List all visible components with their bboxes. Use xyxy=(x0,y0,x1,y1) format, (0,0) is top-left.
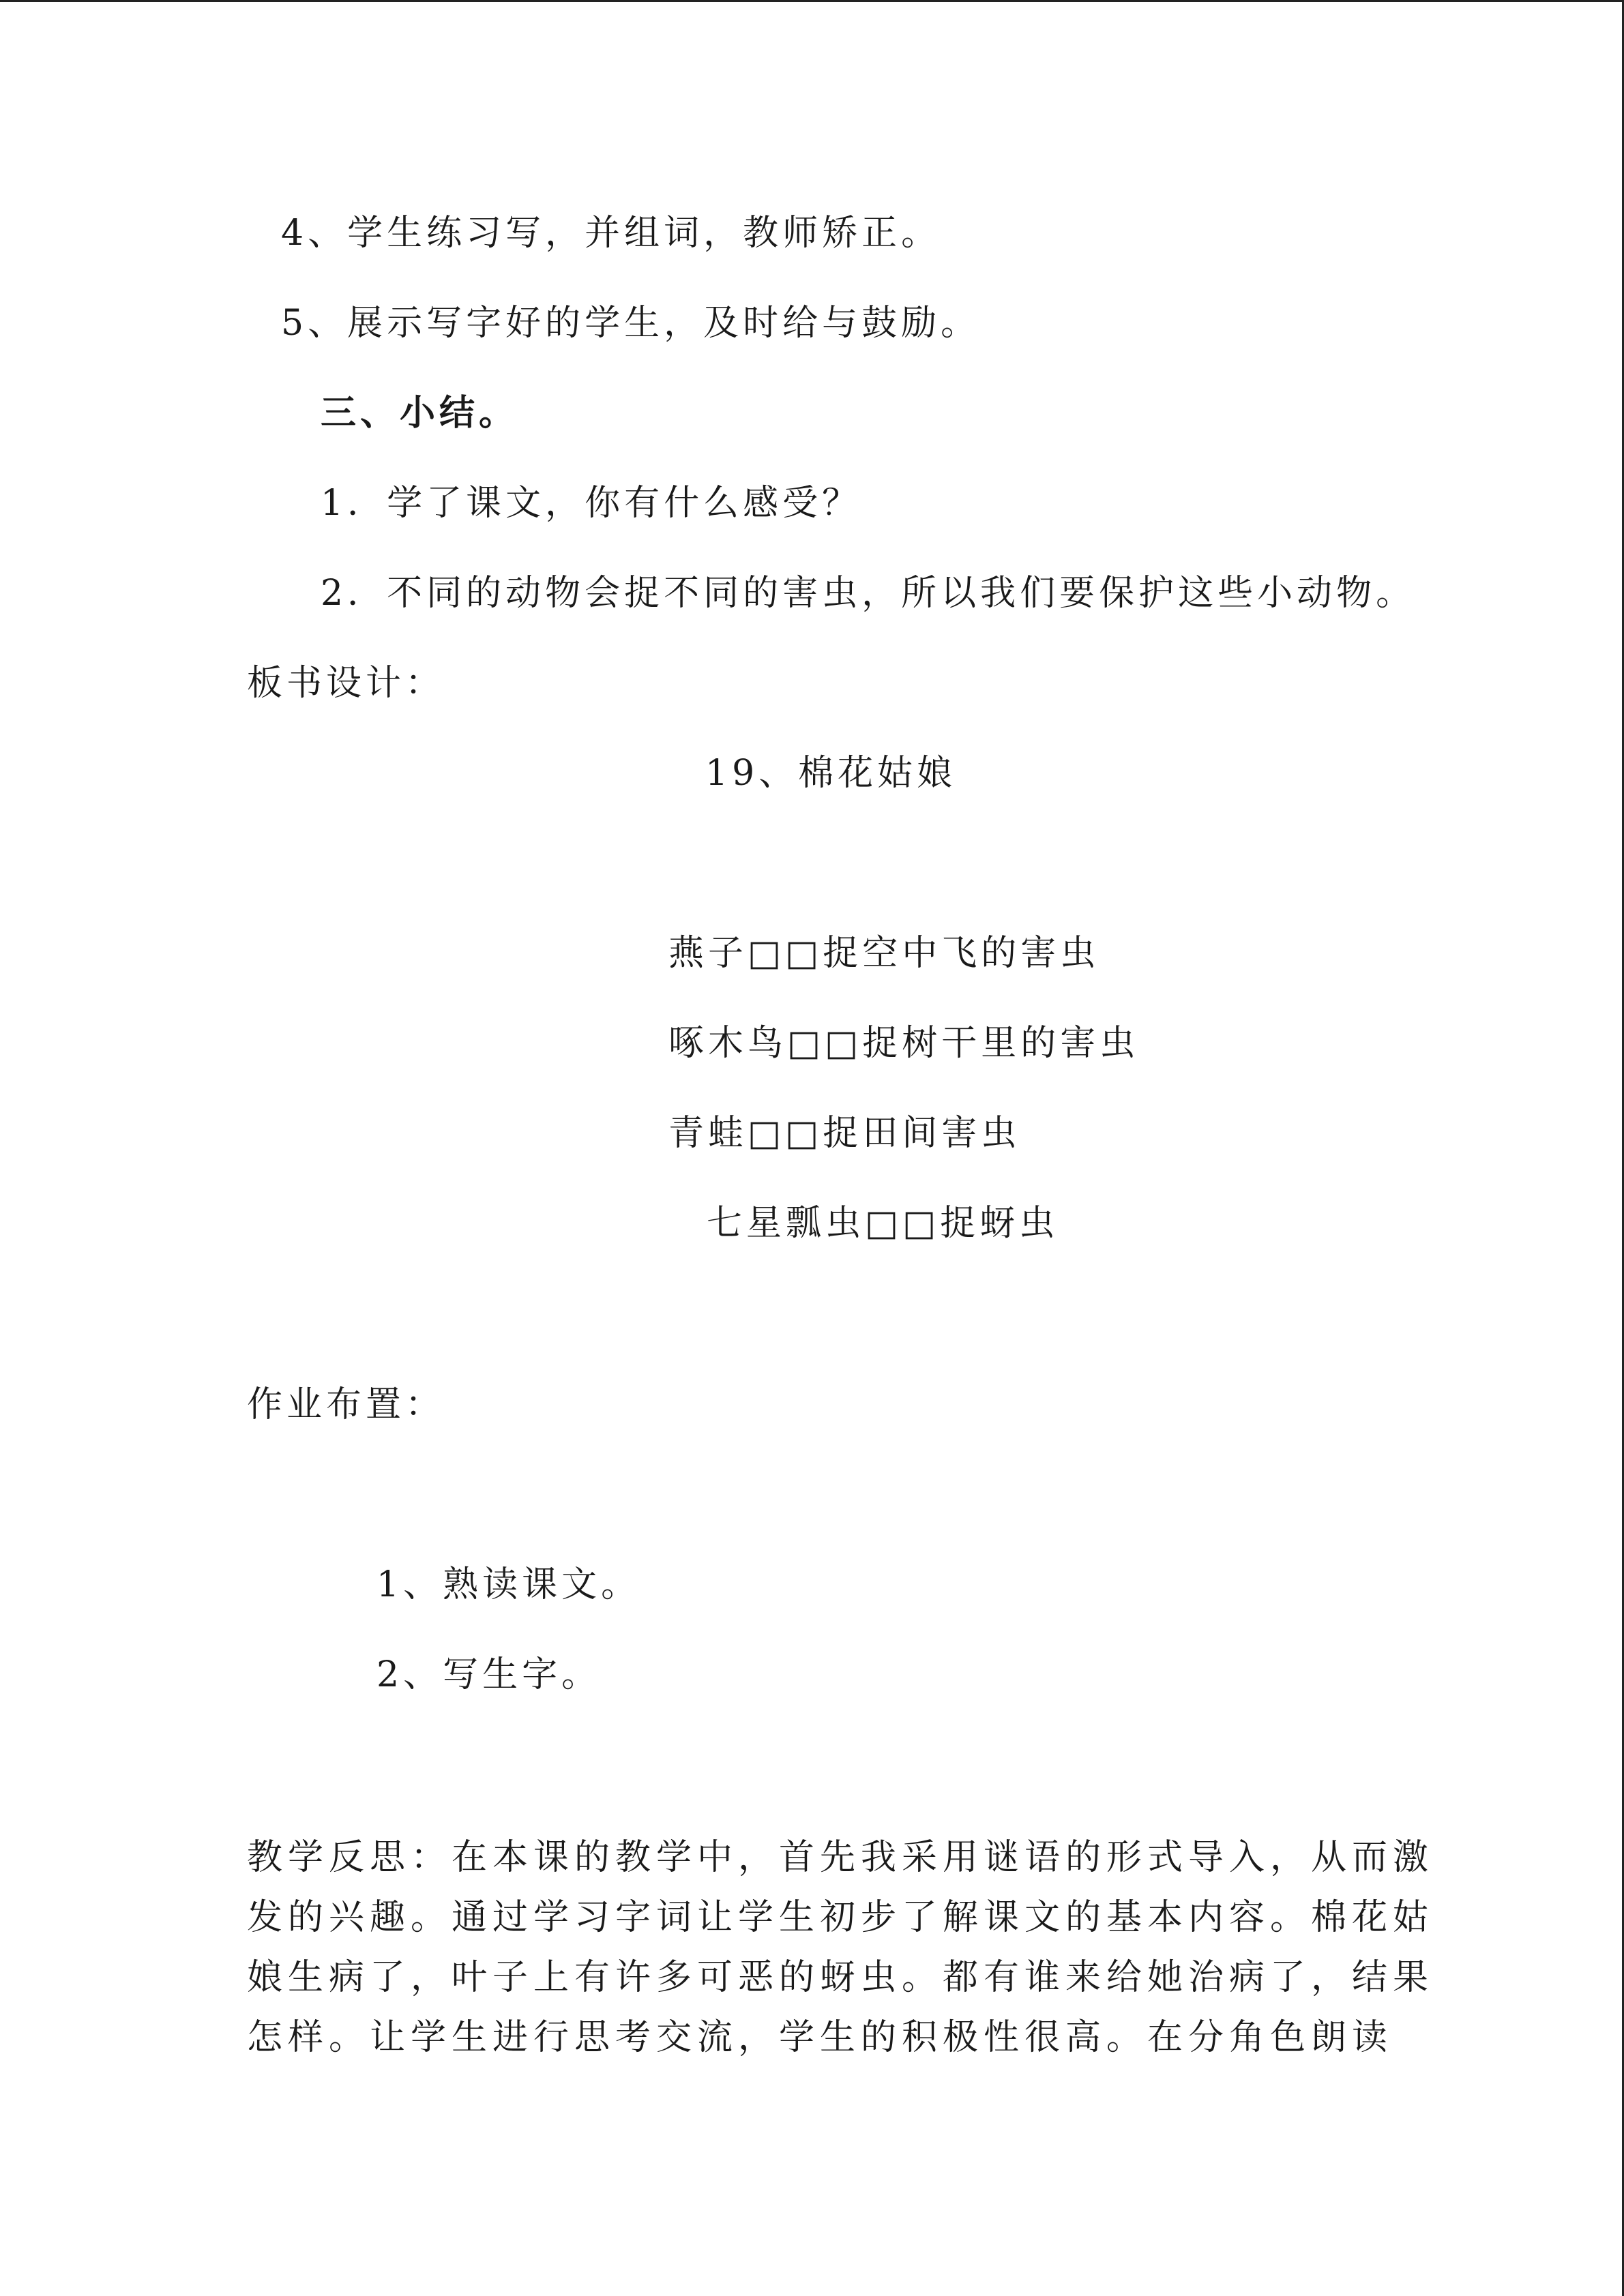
homework-label: 作业布置： xyxy=(247,1384,445,1425)
board-row-swallow: 燕子□□捉空中飞的害虫 xyxy=(668,933,1100,974)
board-design-title: 19、棉花姑娘 xyxy=(705,753,957,794)
homework-item-1: 1、熟读课文。 xyxy=(377,1564,641,1605)
page-border-top xyxy=(0,0,1624,2)
reflection-line-2: 发的兴趣。通过学习字词让学生初步了解课文的基本内容。棉花姑 xyxy=(247,1897,1434,1938)
board-row-frog: 青蛙□□捉田间害虫 xyxy=(668,1113,1021,1154)
lesson-step-5: 5、展示写字好的学生，及时给与鼓励。 xyxy=(281,303,981,344)
reflection-line-3: 娘生病了，叶子上有许多可恶的蚜虫。都有谁来给她治病了，结果 xyxy=(247,1957,1434,1998)
teaching-reflection xyxy=(247,1828,1434,2068)
homework-item-2: 2、写生字。 xyxy=(377,1654,602,1695)
reflection-line-4: 怎样。让学生进行思考交流，学生的积极性很高。在分角色朗读 xyxy=(247,2017,1393,2058)
board-design-label: 板书设计： xyxy=(247,663,445,704)
reflection-line-1: 教学反思：在本课的教学中，首先我采用谜语的形式导入，从而激 xyxy=(247,1837,1434,1878)
summary-item-2: 2．不同的动物会捉不同的害虫，所以我们要保护这些小动物。 xyxy=(321,573,1416,614)
lesson-step-4: 4、学生练习写，并组词，教师矫正。 xyxy=(281,213,941,254)
summary-heading: 三、小结。 xyxy=(321,392,519,434)
summary-item-1: 1．学了课文，你有什么感受？ xyxy=(321,483,862,524)
board-row-woodpecker: 啄木鸟□□捉树干里的害虫 xyxy=(668,1023,1140,1064)
board-row-ladybug: 七星瓢虫□□捉蚜虫 xyxy=(707,1203,1059,1244)
